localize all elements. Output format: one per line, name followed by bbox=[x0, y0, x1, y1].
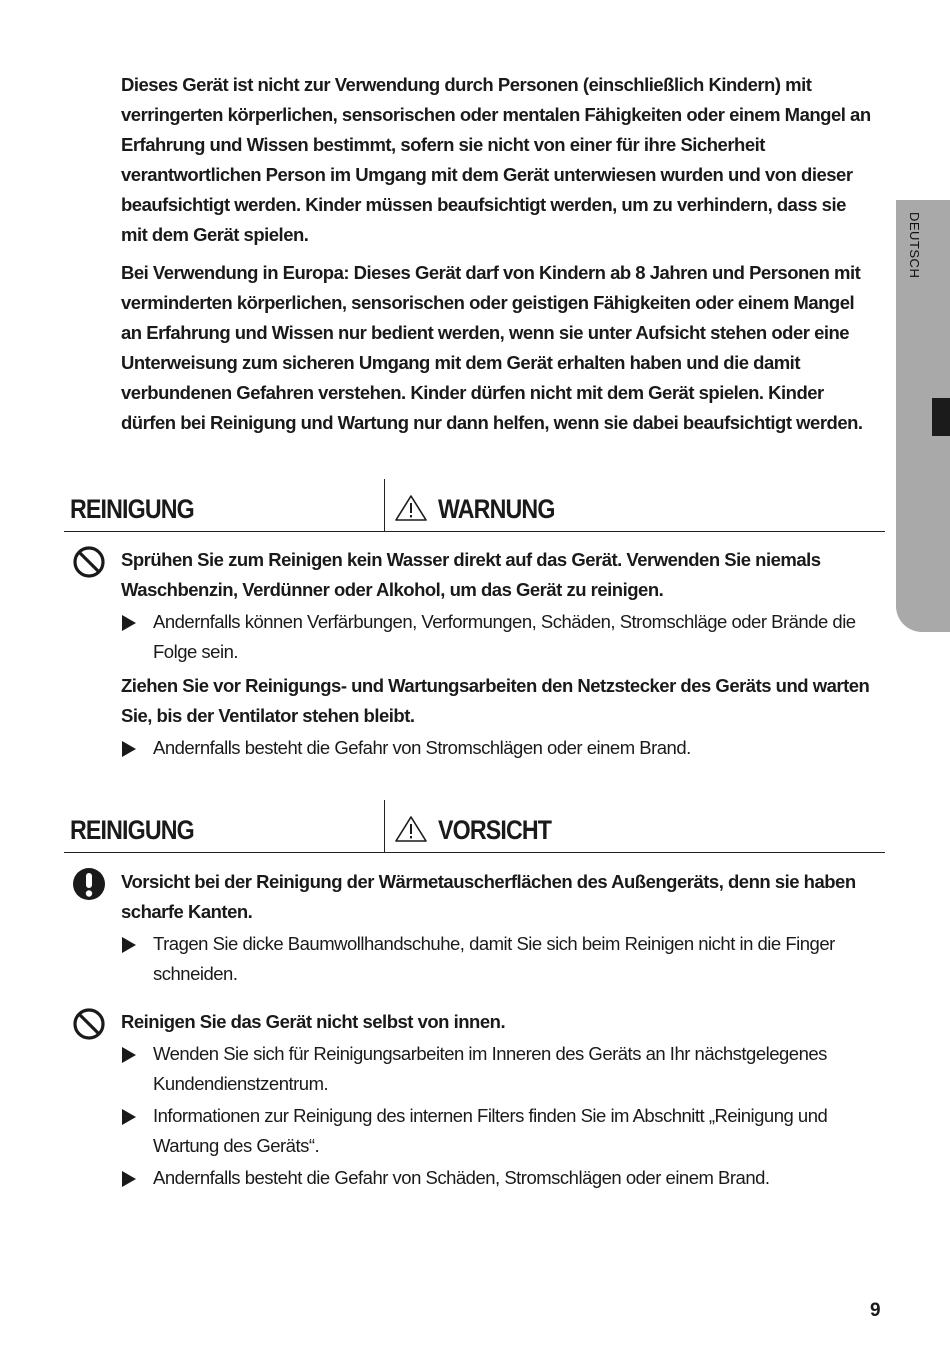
caution-level-label: VORSICHT bbox=[438, 815, 552, 845]
warning-section-header bbox=[64, 479, 885, 532]
warning-item-2-main: Ziehen Sie vor Reinigungs- und Wartungsarbeiten den Netzstecker des Geräts und warten Sie, bis der Ventilator stehen bleibt. bbox=[121, 675, 870, 726]
prohibition-icon bbox=[72, 545, 106, 579]
intro-paragraph-2 bbox=[121, 258, 873, 438]
exclamation-icon bbox=[72, 867, 106, 901]
header-divider bbox=[384, 800, 385, 852]
intro-paragraph-1: Dieses Gerät ist nicht zur Verwendung durch Personen (einschließlich Kindern) mit verringerten körperlichen, sensorischen oder mentalen Fähigkeiten oder einem Mangel an Erfahrung und Wissen bestimmt, sofern sie nicht von einer für ihre Sicherheit verantwortlichen Person im Umgang mit dem Gerät unterwiesen wurden und von dieser beaufsichtigt werden. Kinder müssen beaufsichtigt werden, um zu verhindern, dass sie mit dem Gerät spielen. bbox=[121, 74, 871, 245]
caution-item-2 bbox=[72, 1007, 882, 1195]
caution-item-2-sub-1: Wenden Sie sich für Reinigungsarbeiten im Inneren des Geräts an Ihr nächstgelegenes Kundendienstzentrum. bbox=[153, 1039, 882, 1099]
page-number: 9 bbox=[870, 1300, 881, 1321]
warning-item-2 bbox=[72, 671, 882, 765]
warning-item-2-sub: Andernfalls besteht die Gefahr von Stromschlägen oder einem Brand. bbox=[153, 733, 882, 763]
warning-level bbox=[394, 494, 574, 525]
warning-item-1 bbox=[72, 545, 882, 669]
caution-item-1 bbox=[72, 867, 882, 991]
caution-section-header bbox=[64, 800, 885, 853]
language-side-tab bbox=[896, 200, 950, 632]
caution-level bbox=[394, 815, 570, 846]
caution-section-title: REINIGUNG bbox=[70, 815, 194, 845]
language-tab-label: DEUTSCH bbox=[907, 212, 922, 279]
prohibition-icon bbox=[72, 1007, 106, 1041]
warning-item-1-sub: Andernfalls können Verfärbungen, Verformungen, Schäden, Stromschläge oder Brände die Folge sein. bbox=[153, 607, 882, 667]
europe-usage-lead: Bei Verwendung in Europa: bbox=[121, 262, 350, 283]
warning-section-title: REINIGUNG bbox=[70, 494, 194, 524]
section-marker bbox=[932, 398, 950, 436]
header-divider bbox=[384, 479, 385, 531]
warning-triangle-icon bbox=[394, 494, 428, 522]
caution-item-1-main: Vorsicht bei der Reinigung der Wärmetauscherflächen des Außengeräts, denn sie haben scharfe Kanten. bbox=[121, 871, 856, 922]
caution-item-1-sub: Tragen Sie dicke Baumwollhandschuhe, damit Sie sich beim Reinigen nicht in die Finger schneiden. bbox=[153, 929, 882, 989]
caution-item-2-sub-2: Informationen zur Reinigung des internen Filters finden Sie im Abschnitt „Reinigung und Wartung des Geräts“. bbox=[153, 1101, 882, 1161]
caution-item-2-sub-3: Andernfalls besteht die Gefahr von Schäden, Stromschlägen oder einem Brand. bbox=[153, 1163, 882, 1193]
caution-item-2-main: Reinigen Sie das Gerät nicht selbst von innen. bbox=[121, 1011, 506, 1032]
warning-item-1-main: Sprühen Sie zum Reinigen kein Wasser direkt auf das Gerät. Verwenden Sie niemals Waschbenzin, Verdünner oder Alkohol, um das Gerät zu reinigen. bbox=[121, 549, 821, 600]
europe-usage-body: Dieses Gerät darf von Kindern ab 8 Jahren und Personen mit verminderten körperlichen, sensorischen oder geistigen Fähigkeiten oder einem Mangel an Erfahrung und Wissen nur bedient werden, wenn sie unter Aufsicht stehen oder eine Unterweisung zum sicheren Umgang mit dem Gerät erhalten haben und die damit verbundenen Gefahren verstehen. Kinder dürfen nicht mit dem Gerät spielen. Kinder dürfen bei Reinigung und Wartung nur dann helfen, wenn sie dabei beaufsichtigt werden. bbox=[121, 262, 863, 433]
warning-triangle-icon bbox=[394, 815, 428, 843]
warning-level-label: WARNUNG bbox=[438, 494, 555, 524]
